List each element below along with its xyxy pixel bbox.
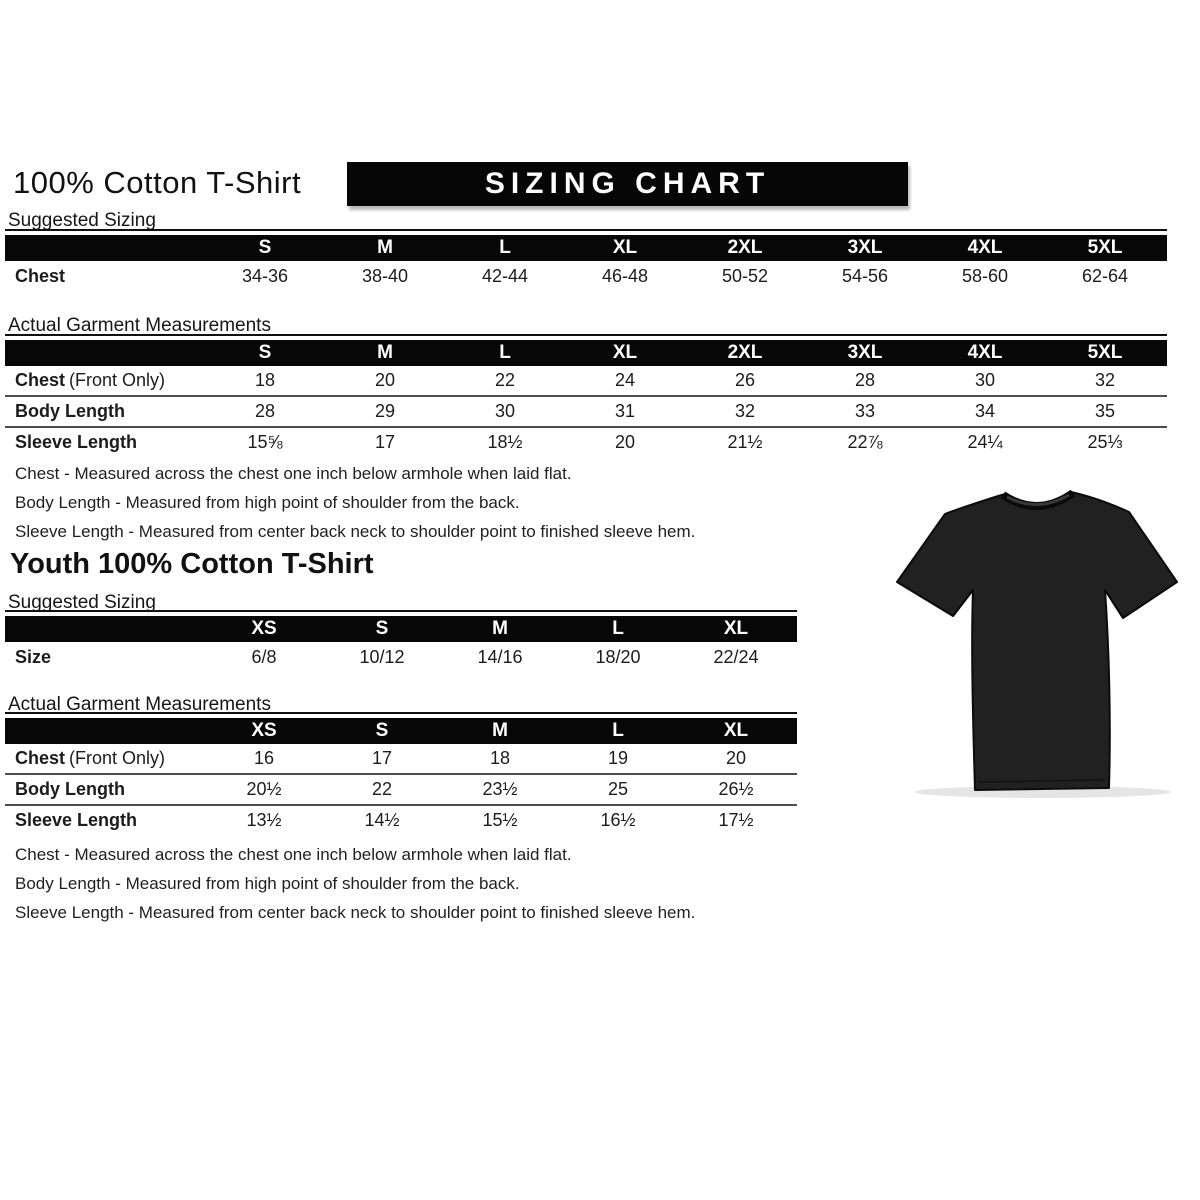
cell: 18/20 [595, 647, 641, 667]
note-line: Sleeve Length - Measured from center back neck to shoulder point to finished sleeve hem. [15, 522, 696, 541]
sizing-chart-banner-text: SIZING CHART [484, 167, 771, 200]
row-label [5, 266, 205, 287]
cell: 18 [254, 370, 276, 390]
col-header-xl: XL [723, 720, 749, 741]
cell: 22/24 [713, 647, 759, 667]
cell: 23½ [482, 779, 518, 799]
cell: 34-36 [241, 266, 289, 286]
cell: 14½ [364, 810, 400, 830]
youth-measurement-notes [15, 840, 695, 927]
adult-suggested-sizing-table [5, 229, 1167, 292]
col-header-xs: XS [251, 720, 277, 741]
cell: 18 [489, 748, 511, 768]
cell: 30 [494, 401, 516, 421]
row-label-text: Sleeve Length [15, 432, 138, 452]
cell: 16½ [600, 810, 636, 830]
row-label-note: (Front Only) [69, 370, 166, 390]
note-line: Chest - Measured across the chest one inch below armhole when laid flat. [15, 845, 572, 864]
cell: 32 [734, 401, 756, 421]
cell: 17 [371, 748, 393, 768]
black-tshirt-icon [893, 482, 1181, 800]
cell: 58-60 [961, 266, 1009, 286]
col-header-m: M [377, 237, 393, 258]
note-line: Body Length - Measured from high point of shoulder from the back. [15, 874, 520, 893]
col-header-s: S [375, 720, 389, 741]
col-header-l: L [612, 720, 624, 741]
col-header-l: L [499, 237, 511, 258]
size-header-row [5, 616, 797, 642]
cell: 50-52 [721, 266, 769, 286]
row-label [5, 748, 205, 769]
row-label-note: (Front Only) [69, 748, 166, 768]
cell: 33 [854, 401, 876, 421]
cell: 31 [614, 401, 636, 421]
col-header-4xl: 4XL [967, 342, 1003, 363]
cell: 19 [607, 748, 629, 768]
col-header-4xl: 4XL [967, 237, 1003, 258]
chest-row [5, 261, 1167, 292]
cell: 16 [253, 748, 275, 768]
youth-suggested-sizing-label: Suggested Sizing [8, 592, 156, 613]
cell: 17 [374, 432, 396, 452]
col-header-s: S [258, 342, 272, 363]
col-header-xl: XL [612, 342, 638, 363]
row-label-text: Chest [15, 370, 66, 390]
col-header-m: M [377, 342, 393, 363]
row-label [5, 810, 205, 831]
col-header-s: S [258, 237, 272, 258]
row-label [5, 370, 205, 391]
cell: 17½ [718, 810, 754, 830]
table-top-rule [5, 712, 797, 714]
row-label-text: Body Length [15, 401, 125, 421]
table-top-rule [5, 610, 797, 612]
col-header-xs: XS [251, 618, 277, 639]
col-header-3xl: 3XL [847, 342, 883, 363]
size-header-row [5, 235, 1167, 261]
row-label-text: Size [15, 647, 52, 667]
cell: 14/16 [477, 647, 523, 667]
row-label [5, 401, 205, 422]
youth-suggested-sizing-table [5, 610, 797, 673]
col-header-xl: XL [612, 237, 638, 258]
sleeve-length-row [5, 804, 797, 835]
cell: 10/12 [359, 647, 405, 667]
cell: 46-48 [601, 266, 649, 286]
cell: 42-44 [481, 266, 529, 286]
cell: 13½ [246, 810, 282, 830]
cell: 20½ [246, 779, 282, 799]
cell: 34 [974, 401, 996, 421]
cell: 20 [614, 432, 636, 452]
youth-section-title: Youth 100% Cotton T-Shirt [10, 548, 374, 580]
adult-actual-measurements-label: Actual Garment Measurements [8, 315, 271, 336]
col-header-5xl: 5XL [1087, 342, 1123, 363]
adult-suggested-sizing-label: Suggested Sizing [8, 210, 156, 231]
cell: 30 [974, 370, 996, 390]
col-header-3xl: 3XL [847, 237, 883, 258]
chest-front-only-row [5, 366, 1167, 395]
cell: 24¼ [967, 432, 1003, 452]
cell: 24 [614, 370, 636, 390]
cell: 32 [1094, 370, 1116, 390]
col-header-xl: XL [723, 618, 749, 639]
row-label-text: Body Length [15, 779, 125, 799]
sizing-chart-banner [347, 162, 908, 206]
col-header-m: M [492, 720, 508, 741]
page-title: 100% Cotton T-Shirt [13, 165, 302, 200]
body-length-row [5, 395, 1167, 426]
body-length-row [5, 773, 797, 804]
row-label-text: Chest [15, 266, 66, 286]
col-header-5xl: 5XL [1087, 237, 1123, 258]
cell: 25⅓ [1087, 432, 1123, 452]
sleeve-length-row [5, 426, 1167, 457]
cell: 20 [374, 370, 396, 390]
row-label-text: Chest [15, 748, 66, 768]
cell: 22⅞ [847, 432, 883, 452]
note-line: Chest - Measured across the chest one inch below armhole when laid flat. [15, 464, 572, 483]
cell: 15½ [482, 810, 518, 830]
cell: 18½ [487, 432, 523, 452]
youth-actual-measurements-table [5, 712, 797, 835]
table-top-rule [5, 334, 1167, 336]
cell: 22 [494, 370, 516, 390]
col-header-l: L [612, 618, 624, 639]
tshirt-image [893, 482, 1181, 800]
cell: 21½ [727, 432, 763, 452]
table-top-rule [5, 229, 1167, 231]
size-header-row [5, 340, 1167, 366]
col-header-2xl: 2XL [727, 342, 763, 363]
cell: 25 [607, 779, 629, 799]
cell: 26 [734, 370, 756, 390]
note-line: Sleeve Length - Measured from center back neck to shoulder point to finished sleeve hem. [15, 903, 696, 922]
cell: 29 [374, 401, 396, 421]
adult-actual-measurements-table [5, 334, 1167, 457]
cell: 28 [854, 370, 876, 390]
size-row [5, 642, 797, 673]
youth-actual-measurements-label: Actual Garment Measurements [8, 694, 271, 715]
cell: 38-40 [361, 266, 409, 286]
note-line: Body Length - Measured from high point of shoulder from the back. [15, 493, 520, 512]
cell: 62-64 [1081, 266, 1129, 286]
size-header-row [5, 718, 797, 744]
col-header-2xl: 2XL [727, 237, 763, 258]
cell: 15⅝ [247, 432, 283, 452]
row-label [5, 432, 205, 453]
cell: 6/8 [251, 647, 277, 667]
cell: 28 [254, 401, 276, 421]
chest-front-only-row [5, 744, 797, 773]
cell: 54-56 [841, 266, 889, 286]
row-label [5, 779, 205, 800]
row-label-text: Sleeve Length [15, 810, 138, 830]
col-header-l: L [499, 342, 511, 363]
cell: 26½ [718, 779, 754, 799]
row-label [5, 647, 205, 668]
col-header-s: S [375, 618, 389, 639]
cell: 35 [1094, 401, 1116, 421]
adult-measurement-notes [15, 459, 695, 546]
col-header-m: M [492, 618, 508, 639]
cell: 20 [725, 748, 747, 768]
cell: 22 [371, 779, 393, 799]
